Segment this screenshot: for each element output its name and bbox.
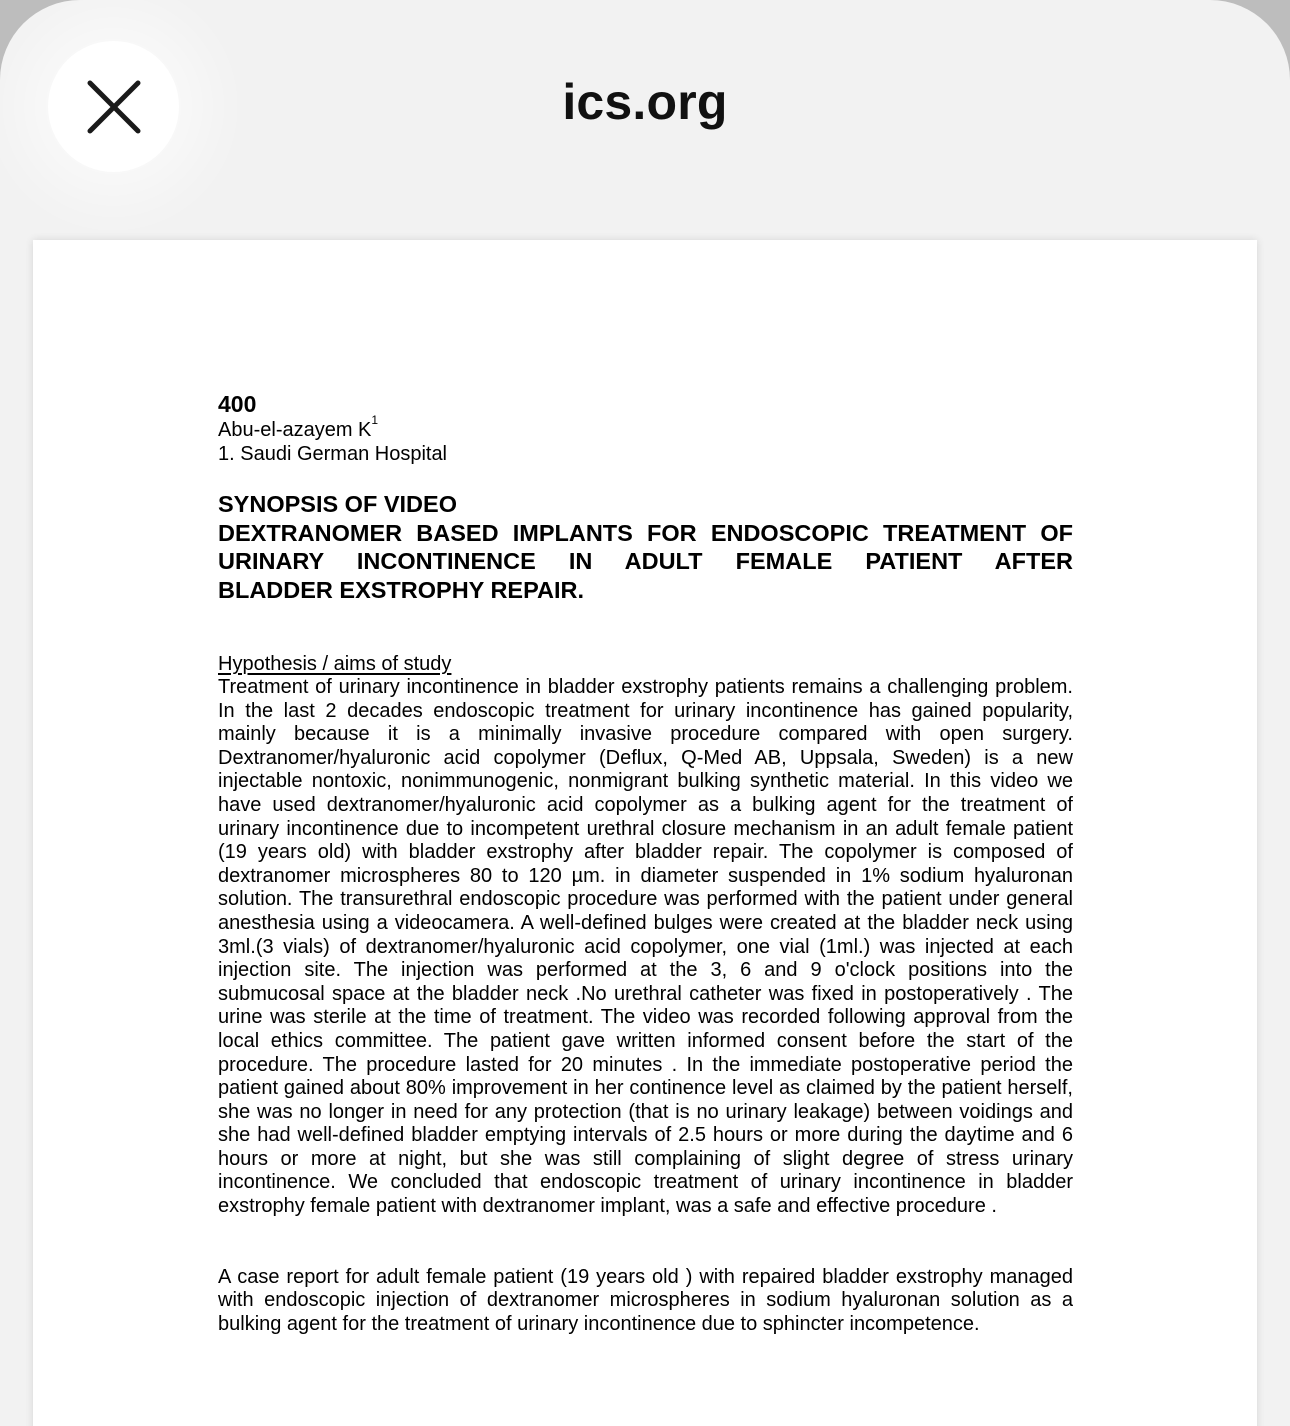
author-superscript: 1	[371, 413, 379, 427]
body-paragraph: Treatment of urinary incontinence in bladder exstrophy patients remains a challenging problem. In the last 2 decades endoscopic treatment for urinary incontinence has gained popularity, mainly because it is a minimally invasive procedure compared with open surgery. Dextranomer/hyaluronic acid copolymer (Deflux, Q-Med AB, Uppsala, Sweden) is a new injectable nontoxic, nonimmunogenic, nonmigrant bulking synthetic material. In this video we have used dextranomer/hyaluronic acid copolymer as a bulking agent for the treatment of urinary incontinence due to incompetent urethral closure mechanism in an adult female patient (19 years old) with bladder exstrophy after bladder repair. The copolymer is composed of dextranomer microspheres 80 to 120 µm. in diameter suspended in 1% sodium hyaluronan solution. The transurethral endoscopic procedure was performed with the patient under general anesthesia using a videocamera. A well-defined bulges were created at the bladder neck using 3ml.(3 vials) of dextranomer/hyaluronic acid copolymer, one vial (1ml.) was injected at each injection site. The injection was performed at the 3, 6 and 9 o'clock positions into the submucosal space at the bladder neck .No urethral catheter was fixed in postoperatively . The urine was sterile at the time of treatment. The video was recorded following approval from the local ethics committee. The patient gave written informed consent before the start of the procedure. The procedure lasted for 20 minutes . In the immediate postoperative period the patient gained about 80% improvement in her continence level as claimed by the patient herself, she was no longer in need for any protection (that is no urinary leakage) between voidings and she had well-defined bladder emptying intervals of 2.5 hours or more during the daytime and 6 hours or more at night, but she was still complaining of slight degree of stress urinary incontinence. We concluded that endoscopic treatment of urinary incontinence in bladder exstrophy female patient with dextranomer implant, was a safe and effective procedure .	[218, 676, 1073, 1218]
author-line	[218, 413, 1073, 442]
document-content	[218, 390, 1073, 1336]
abstract-number: 400	[218, 391, 257, 417]
affiliation: 1. Saudi German Hospital	[218, 443, 448, 465]
section-heading: Hypothesis / aims of study	[218, 653, 452, 675]
author-name: Abu-el-azayem K	[218, 419, 372, 441]
page-domain-title: ics.org	[562, 74, 728, 130]
title-block	[218, 490, 1073, 604]
title-synopsis: SYNOPSIS OF VIDEO	[218, 491, 457, 517]
summary-paragraph: A case report for adult female patient (19 years old ) with repaired bladder exstrophy managed with endoscopic injection of dextranomer microspheres in sodium hyaluronan solution as a bulking agent for the treatment of urinary incontinence due to sphincter incompetence.	[218, 1265, 1073, 1335]
title-main: DEXTRANOMER BASED IMPLANTS FOR ENDOSCOPIC TREATMENT OF URINARY INCONTINENCE IN ADULT FEMALE PATIENT AFTER	[218, 519, 1073, 574]
title-last-line: BLADDER EXSTROPHY REPAIR.	[218, 576, 585, 603]
document-page	[33, 240, 1257, 1426]
